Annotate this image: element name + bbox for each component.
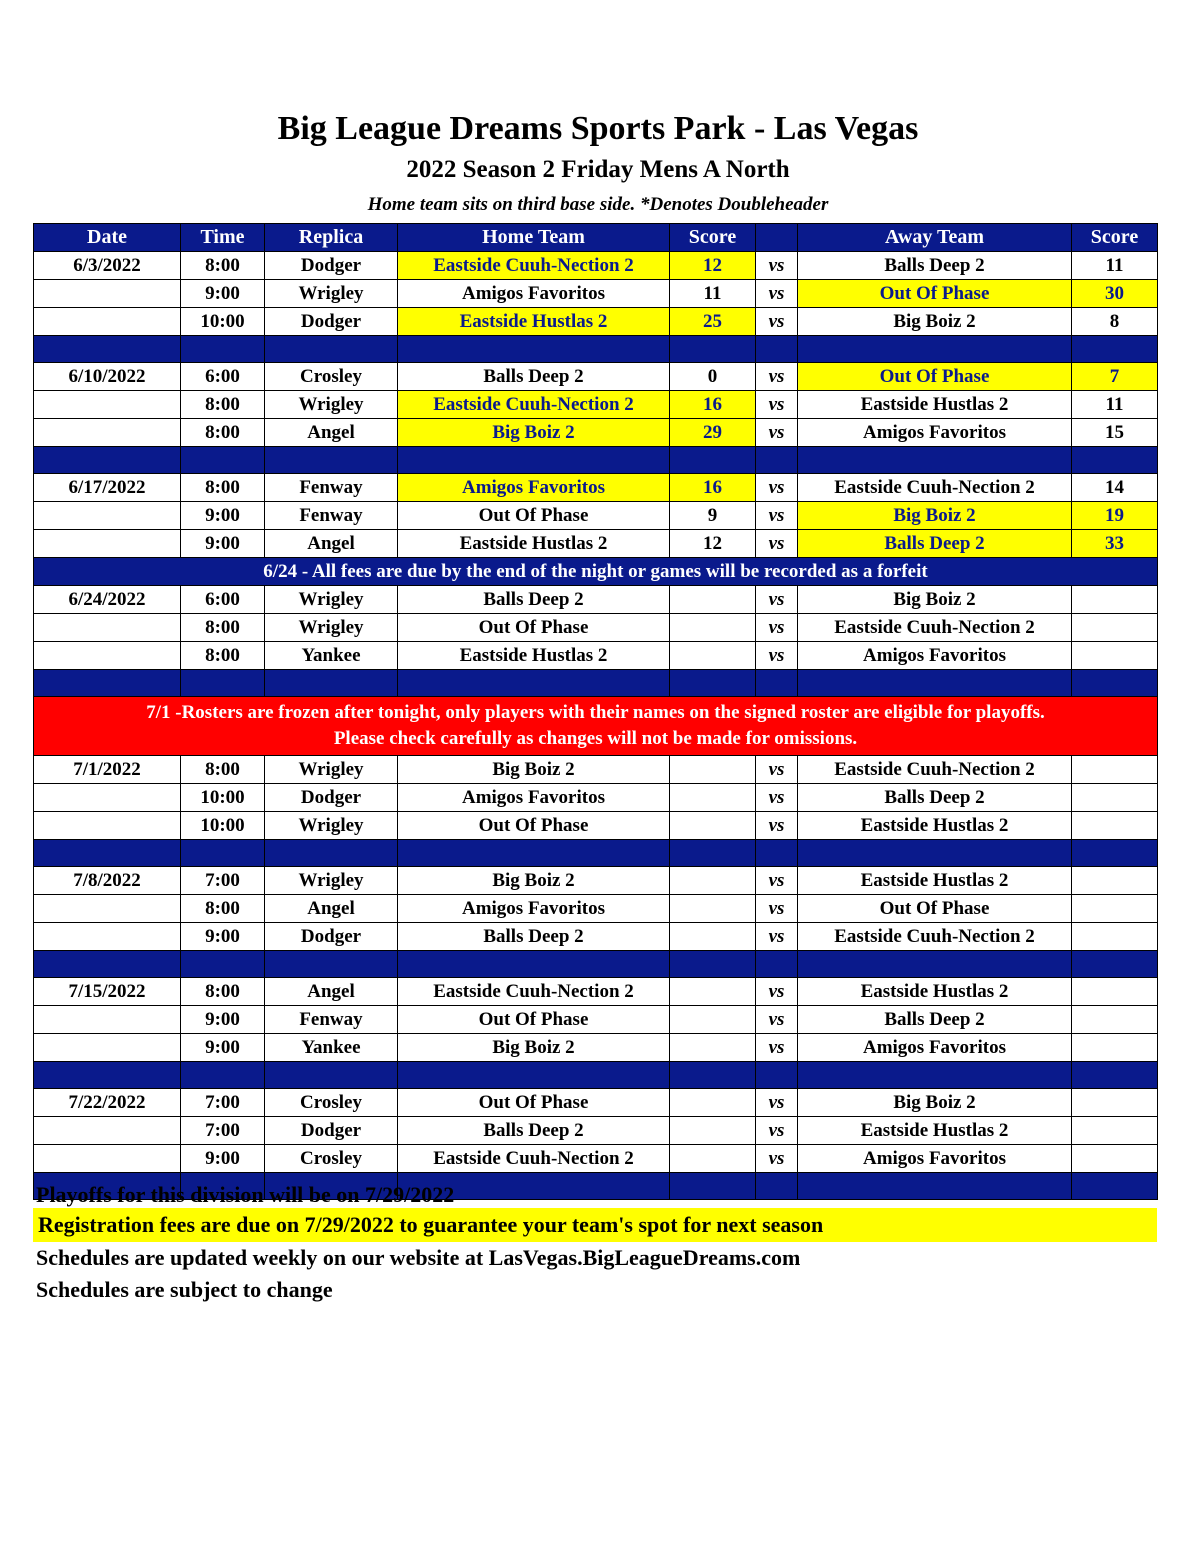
home-score (670, 1034, 756, 1062)
table-row (34, 252, 1158, 280)
week-divider (34, 840, 1158, 867)
col-away-score: Score (1072, 224, 1158, 252)
fees-notice-row (34, 558, 1158, 586)
home-score: 29 (670, 419, 756, 447)
week-divider (34, 336, 1158, 363)
divider-cell (798, 1062, 1072, 1089)
game-field: Angel (265, 895, 398, 923)
game-field: Wrigley (265, 614, 398, 642)
away-score (1072, 895, 1158, 923)
divider-cell (181, 670, 265, 697)
home-score: 0 (670, 363, 756, 391)
vs-label: vs (756, 1006, 798, 1034)
divider-cell (756, 951, 798, 978)
away-team: Eastside Cuuh-Nection 2 (798, 474, 1072, 502)
week-divider (34, 1062, 1158, 1089)
table-row (34, 1006, 1158, 1034)
game-field: Fenway (265, 502, 398, 530)
away-team: Eastside Hustlas 2 (798, 978, 1072, 1006)
table-row (34, 867, 1158, 895)
divider-cell (181, 1062, 265, 1089)
away-team: Amigos Favoritos (798, 1145, 1072, 1173)
divider-cell (34, 951, 181, 978)
week-divider (34, 951, 1158, 978)
game-date (34, 391, 181, 419)
divider-cell (34, 447, 181, 474)
vs-label: vs (756, 1117, 798, 1145)
away-score (1072, 1034, 1158, 1062)
divider-cell (756, 447, 798, 474)
home-team: Balls Deep 2 (398, 586, 670, 614)
table-row (34, 978, 1158, 1006)
divider-cell (1072, 840, 1158, 867)
home-team: Eastside Hustlas 2 (398, 642, 670, 670)
game-time: 7:00 (181, 1117, 265, 1145)
game-time: 8:00 (181, 252, 265, 280)
divider-cell (1072, 670, 1158, 697)
home-score (670, 1089, 756, 1117)
vs-label: vs (756, 812, 798, 840)
divider-cell (670, 1173, 756, 1200)
table-row (34, 756, 1158, 784)
game-field: Dodger (265, 308, 398, 336)
home-team: Big Boiz 2 (398, 867, 670, 895)
away-score (1072, 642, 1158, 670)
divider-cell (670, 951, 756, 978)
divider-cell (398, 840, 670, 867)
home-score (670, 784, 756, 812)
divider-cell (798, 336, 1072, 363)
vs-label: vs (756, 363, 798, 391)
away-team: Out Of Phase (798, 895, 1072, 923)
game-time: 10:00 (181, 308, 265, 336)
vs-label: vs (756, 895, 798, 923)
home-score: 11 (670, 280, 756, 308)
game-date: 7/8/2022 (34, 867, 181, 895)
divider-cell (670, 336, 756, 363)
col-time: Time (181, 224, 265, 252)
home-score (670, 978, 756, 1006)
col-home-team: Home Team (398, 224, 670, 252)
divider-cell (1072, 336, 1158, 363)
away-score (1072, 586, 1158, 614)
home-score: 12 (670, 252, 756, 280)
col-vs (756, 224, 798, 252)
home-team: Amigos Favoritos (398, 280, 670, 308)
away-score: 8 (1072, 308, 1158, 336)
game-time: 10:00 (181, 784, 265, 812)
divider-cell (398, 670, 670, 697)
away-score (1072, 784, 1158, 812)
fees-notice: 6/24 - All fees are due by the end of the night or games will be recorded as a forfeit (34, 558, 1158, 586)
game-field: Crosley (265, 1089, 398, 1117)
game-field: Dodger (265, 784, 398, 812)
home-score (670, 1145, 756, 1173)
divider-cell (756, 670, 798, 697)
roster-notice-line2: Please check carefully as changes will not be made for omissions. (333, 728, 858, 749)
game-date: 6/10/2022 (34, 363, 181, 391)
game-field: Wrigley (265, 391, 398, 419)
table-row (34, 614, 1158, 642)
table-row (34, 474, 1158, 502)
registration-note: Registration fees are due on 7/29/2022 to guarantee your team's spot for next season (33, 1208, 1157, 1242)
away-team: Out Of Phase (798, 363, 1072, 391)
away-team: Eastside Cuuh-Nection 2 (798, 614, 1072, 642)
game-field: Yankee (265, 642, 398, 670)
vs-label: vs (756, 1145, 798, 1173)
vs-label: vs (756, 530, 798, 558)
roster-notice (34, 697, 1158, 756)
roster-notice-row (34, 697, 1158, 756)
vs-label: vs (756, 923, 798, 951)
away-team: Amigos Favoritos (798, 1034, 1072, 1062)
divider-cell (670, 1062, 756, 1089)
vs-label: vs (756, 474, 798, 502)
home-score (670, 895, 756, 923)
vs-label: vs (756, 586, 798, 614)
vs-label: vs (756, 280, 798, 308)
home-score (670, 923, 756, 951)
game-time: 8:00 (181, 614, 265, 642)
home-team: Eastside Cuuh-Nection 2 (398, 391, 670, 419)
away-team: Eastside Cuuh-Nection 2 (798, 923, 1072, 951)
away-score: 14 (1072, 474, 1158, 502)
table-row (34, 784, 1158, 812)
away-score: 30 (1072, 280, 1158, 308)
home-score (670, 756, 756, 784)
table-row (34, 391, 1158, 419)
game-field: Wrigley (265, 756, 398, 784)
game-time: 7:00 (181, 867, 265, 895)
home-team: Eastside Cuuh-Nection 2 (398, 252, 670, 280)
game-field: Fenway (265, 1006, 398, 1034)
away-team: Eastside Hustlas 2 (798, 391, 1072, 419)
game-field: Wrigley (265, 586, 398, 614)
home-team: Balls Deep 2 (398, 923, 670, 951)
divider-cell (34, 336, 181, 363)
game-date (34, 1006, 181, 1034)
home-score (670, 642, 756, 670)
game-time: 9:00 (181, 1034, 265, 1062)
table-row (34, 1034, 1158, 1062)
divider-cell (265, 840, 398, 867)
week-divider (34, 447, 1158, 474)
table-row (34, 923, 1158, 951)
home-team: Eastside Hustlas 2 (398, 308, 670, 336)
away-score (1072, 1006, 1158, 1034)
game-time: 8:00 (181, 419, 265, 447)
home-team: Eastside Cuuh-Nection 2 (398, 978, 670, 1006)
home-team: Eastside Hustlas 2 (398, 530, 670, 558)
vs-label: vs (756, 391, 798, 419)
game-field: Wrigley (265, 280, 398, 308)
divider-cell (265, 951, 398, 978)
table-row (34, 530, 1158, 558)
divider-cell (265, 670, 398, 697)
home-team: Big Boiz 2 (398, 419, 670, 447)
away-score: 11 (1072, 391, 1158, 419)
away-score: 15 (1072, 419, 1158, 447)
divider-cell (181, 951, 265, 978)
away-score: 19 (1072, 502, 1158, 530)
home-score (670, 586, 756, 614)
game-date (34, 419, 181, 447)
divider-cell (1072, 1062, 1158, 1089)
divider-cell (1072, 1173, 1158, 1200)
vs-label: vs (756, 308, 798, 336)
game-field: Crosley (265, 363, 398, 391)
table-row (34, 642, 1158, 670)
page-subtitle: 2022 Season 2 Friday Mens A North (406, 156, 790, 183)
vs-label: vs (756, 1089, 798, 1117)
away-score (1072, 614, 1158, 642)
game-field: Dodger (265, 1117, 398, 1145)
game-date (34, 784, 181, 812)
divider-cell (756, 336, 798, 363)
game-time: 8:00 (181, 642, 265, 670)
home-team: Amigos Favoritos (398, 895, 670, 923)
game-date (34, 923, 181, 951)
divider-cell (798, 1173, 1072, 1200)
game-time: 9:00 (181, 530, 265, 558)
vs-label: vs (756, 867, 798, 895)
table-row (34, 308, 1158, 336)
roster-notice-line1: 7/1 -Rosters are frozen after tonight, only players with their names on the signed roster are eligible for playoffs. (146, 702, 1045, 723)
away-team: Eastside Hustlas 2 (798, 812, 1072, 840)
game-field: Angel (265, 530, 398, 558)
home-team: Out Of Phase (398, 812, 670, 840)
col-away-team: Away Team (798, 224, 1072, 252)
divider-cell (398, 951, 670, 978)
home-score: 12 (670, 530, 756, 558)
game-time: 8:00 (181, 391, 265, 419)
vs-label: vs (756, 502, 798, 530)
divider-cell (798, 670, 1072, 697)
away-score: 11 (1072, 252, 1158, 280)
home-score (670, 1117, 756, 1145)
game-time: 7:00 (181, 1089, 265, 1117)
game-field: Dodger (265, 923, 398, 951)
col-home-score: Score (670, 224, 756, 252)
schedule-body (34, 252, 1158, 1200)
away-team: Balls Deep 2 (798, 252, 1072, 280)
game-date (34, 1034, 181, 1062)
divider-cell (265, 447, 398, 474)
divider-cell (181, 840, 265, 867)
schedule-table (33, 223, 1158, 1200)
away-score (1072, 867, 1158, 895)
game-time: 9:00 (181, 1006, 265, 1034)
away-score (1072, 812, 1158, 840)
vs-label: vs (756, 642, 798, 670)
table-row (34, 1145, 1158, 1173)
game-time: 6:00 (181, 363, 265, 391)
home-team: Out Of Phase (398, 502, 670, 530)
vs-label: vs (756, 978, 798, 1006)
home-score: 25 (670, 308, 756, 336)
playoffs-note: Playoffs for this division will be on 7/29/2022 (36, 1182, 455, 1207)
vs-label: vs (756, 756, 798, 784)
away-team: Eastside Hustlas 2 (798, 867, 1072, 895)
game-date (34, 1145, 181, 1173)
table-row (34, 1089, 1158, 1117)
away-score (1072, 1117, 1158, 1145)
game-field: Fenway (265, 474, 398, 502)
vs-label: vs (756, 784, 798, 812)
home-team: Balls Deep 2 (398, 363, 670, 391)
divider-cell (756, 1173, 798, 1200)
game-field: Wrigley (265, 867, 398, 895)
game-date (34, 280, 181, 308)
game-time: 8:00 (181, 895, 265, 923)
divider-cell (181, 447, 265, 474)
game-date (34, 530, 181, 558)
game-date: 6/17/2022 (34, 474, 181, 502)
divider-cell (398, 1062, 670, 1089)
home-team: Balls Deep 2 (398, 1117, 670, 1145)
divider-cell (798, 951, 1072, 978)
week-divider (34, 670, 1158, 697)
table-row (34, 895, 1158, 923)
divider-cell (1072, 447, 1158, 474)
away-score (1072, 978, 1158, 1006)
divider-cell (1072, 951, 1158, 978)
game-time: 6:00 (181, 586, 265, 614)
table-row (34, 419, 1158, 447)
game-date: 7/1/2022 (34, 756, 181, 784)
away-team: Eastside Cuuh-Nection 2 (798, 756, 1072, 784)
home-score (670, 812, 756, 840)
game-time: 9:00 (181, 1145, 265, 1173)
table-row (34, 363, 1158, 391)
game-time: 8:00 (181, 978, 265, 1006)
game-date: 6/3/2022 (34, 252, 181, 280)
game-field: Yankee (265, 1034, 398, 1062)
away-score (1072, 756, 1158, 784)
away-team: Balls Deep 2 (798, 1006, 1072, 1034)
vs-label: vs (756, 252, 798, 280)
game-date: 7/15/2022 (34, 978, 181, 1006)
game-field: Angel (265, 978, 398, 1006)
game-date (34, 502, 181, 530)
game-field: Crosley (265, 1145, 398, 1173)
divider-cell (670, 670, 756, 697)
vs-label: vs (756, 614, 798, 642)
page-title: Big League Dreams Sports Park - Las Vegas (277, 110, 919, 147)
away-score (1072, 1145, 1158, 1173)
col-replica: Replica (265, 224, 398, 252)
away-score: 7 (1072, 363, 1158, 391)
away-team: Out Of Phase (798, 280, 1072, 308)
divider-cell (34, 670, 181, 697)
away-team: Big Boiz 2 (798, 1089, 1072, 1117)
divider-cell (798, 447, 1072, 474)
divider-cell (798, 840, 1072, 867)
website-note: Schedules are updated weekly on our website at LasVegas.BigLeagueDreams.com (36, 1245, 801, 1270)
table-row (34, 502, 1158, 530)
divider-cell (265, 1062, 398, 1089)
away-team: Eastside Hustlas 2 (798, 1117, 1072, 1145)
game-date (34, 895, 181, 923)
game-time: 9:00 (181, 280, 265, 308)
away-team: Big Boiz 2 (798, 586, 1072, 614)
game-date (34, 812, 181, 840)
game-field: Dodger (265, 252, 398, 280)
game-time: 9:00 (181, 502, 265, 530)
col-date: Date (34, 224, 181, 252)
away-score (1072, 1089, 1158, 1117)
divider-cell (670, 447, 756, 474)
home-team: Big Boiz 2 (398, 1034, 670, 1062)
game-date: 7/22/2022 (34, 1089, 181, 1117)
home-team: Amigos Favoritos (398, 474, 670, 502)
game-date (34, 642, 181, 670)
away-team: Balls Deep 2 (798, 530, 1072, 558)
divider-cell (756, 1062, 798, 1089)
home-score: 9 (670, 502, 756, 530)
home-team: Eastside Cuuh-Nection 2 (398, 1145, 670, 1173)
home-score (670, 614, 756, 642)
table-row (34, 812, 1158, 840)
schedule-header (34, 224, 1158, 252)
divider-cell (34, 840, 181, 867)
game-date (34, 308, 181, 336)
home-team: Out Of Phase (398, 1006, 670, 1034)
game-date (34, 614, 181, 642)
away-team: Amigos Favoritos (798, 419, 1072, 447)
game-date (34, 1117, 181, 1145)
table-row (34, 280, 1158, 308)
game-date: 6/24/2022 (34, 586, 181, 614)
home-team: Big Boiz 2 (398, 756, 670, 784)
subject-to-change-note: Schedules are subject to change (36, 1277, 333, 1302)
home-score: 16 (670, 474, 756, 502)
home-team-note: Home team sits on third base side. *Denotes Doubleheader (367, 194, 829, 215)
game-field: Angel (265, 419, 398, 447)
divider-cell (398, 336, 670, 363)
home-score (670, 867, 756, 895)
game-field: Wrigley (265, 812, 398, 840)
vs-label: vs (756, 419, 798, 447)
divider-cell (34, 1062, 181, 1089)
home-score (670, 1006, 756, 1034)
home-team: Out Of Phase (398, 614, 670, 642)
home-score: 16 (670, 391, 756, 419)
table-row (34, 1117, 1158, 1145)
game-time: 10:00 (181, 812, 265, 840)
vs-label: vs (756, 1034, 798, 1062)
away-score (1072, 923, 1158, 951)
divider-cell (756, 840, 798, 867)
game-time: 8:00 (181, 474, 265, 502)
away-score: 33 (1072, 530, 1158, 558)
away-team: Big Boiz 2 (798, 502, 1072, 530)
divider-cell (265, 336, 398, 363)
divider-cell (398, 447, 670, 474)
away-team: Big Boiz 2 (798, 308, 1072, 336)
game-time: 9:00 (181, 923, 265, 951)
home-team: Amigos Favoritos (398, 784, 670, 812)
divider-cell (670, 840, 756, 867)
home-team: Out Of Phase (398, 1089, 670, 1117)
divider-cell (181, 336, 265, 363)
away-team: Balls Deep 2 (798, 784, 1072, 812)
away-team: Amigos Favoritos (798, 642, 1072, 670)
game-time: 8:00 (181, 756, 265, 784)
table-row (34, 586, 1158, 614)
